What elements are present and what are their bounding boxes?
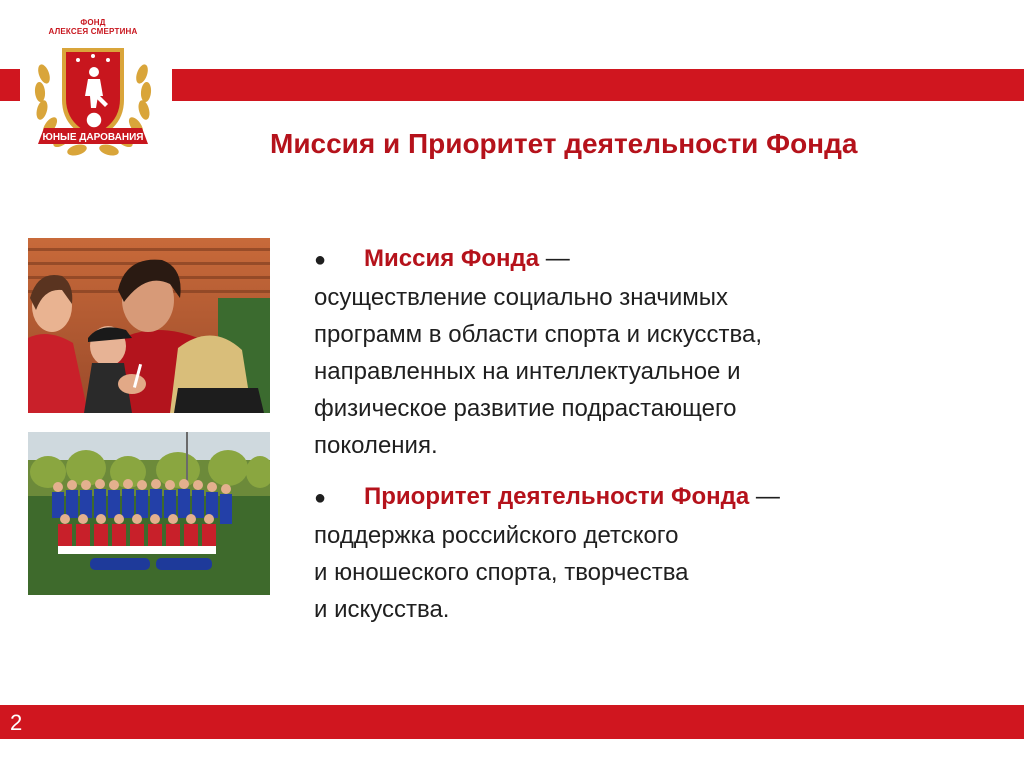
logo-ribbon-text: ЮНЫЕ ДАРОВАНИЯ bbox=[42, 132, 144, 143]
bullet-icon: ● bbox=[314, 249, 327, 271]
logo-caption-line1: ФОНД bbox=[80, 18, 106, 27]
bullet-icon: ● bbox=[314, 487, 327, 509]
mission-item bbox=[314, 240, 954, 464]
slide-number: 2 bbox=[10, 710, 23, 735]
mission-line: поколения. bbox=[314, 432, 438, 459]
header-bar-right bbox=[172, 69, 1024, 101]
autograph-photo-image bbox=[28, 238, 270, 413]
mission-line: осуществление социально значимых bbox=[314, 284, 729, 311]
priority-dash: — bbox=[749, 483, 780, 510]
priority-line: и искусства. bbox=[314, 596, 450, 623]
priority-term: Приоритет деятельности Фонда bbox=[364, 483, 750, 510]
logo-emblem-icon bbox=[22, 4, 164, 174]
mission-line: физическое развитие подрастающего bbox=[314, 395, 737, 422]
priority-line: поддержка российского детского bbox=[314, 522, 679, 549]
mission-dash: — bbox=[539, 245, 570, 272]
team-photo-image bbox=[28, 432, 270, 595]
logo-caption-line2: АЛЕКСЕЯ СМЕРТИНА bbox=[48, 27, 138, 36]
priority-line: и юношеского спорта, творчества bbox=[314, 559, 689, 586]
header-bar-left bbox=[0, 69, 20, 101]
mission-line: направленных на интеллектуальное и bbox=[314, 358, 741, 385]
foundation-logo bbox=[22, 4, 164, 174]
page-title: Миссия и Приоритет деятельности Фонда bbox=[270, 128, 858, 159]
priority-item bbox=[314, 478, 954, 628]
footer-bar bbox=[0, 705, 1024, 739]
mission-content bbox=[314, 240, 954, 628]
mission-term: Миссия Фонда bbox=[364, 245, 540, 272]
photo-autograph bbox=[28, 238, 270, 413]
mission-line: программ в области спорта и искусства, bbox=[314, 321, 763, 348]
photo-team bbox=[28, 432, 270, 595]
